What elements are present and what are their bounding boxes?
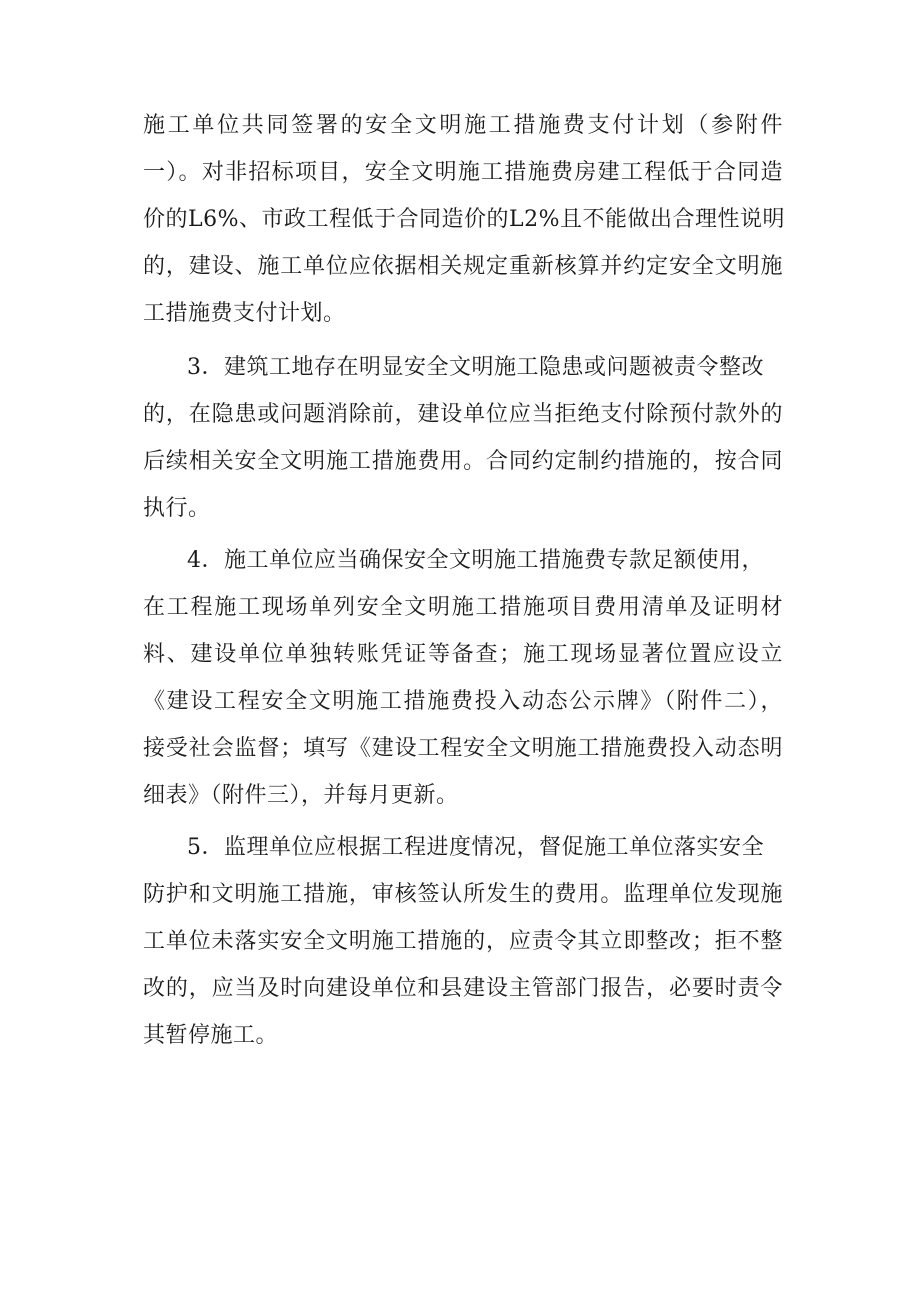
text-line: 其暂停施工。 xyxy=(143,1023,279,1048)
item-3-first-line: 3．建筑工地存在明显安全文明施工隐患或问题被责令整改 xyxy=(187,355,764,380)
text-line: 料、建设单位单独转账凭证等备查；施工现场显著位置应设立 xyxy=(143,642,783,667)
text-line: 的，建设、施工单位应依据相关规定重新核算并约定安全文明施 xyxy=(143,254,783,279)
text-line: 价的L6%、市政工程低于合同造价的L2%且不能做出合理性说明 xyxy=(143,207,786,232)
text-line: 工措施费支付计划。 xyxy=(143,301,346,326)
text-line: 一）。对非招标项目，安全文明施工措施费房建工程低于合同造 xyxy=(143,160,783,185)
text-line: 防护和文明施工措施，审核签认所发生的费用。监理单位发现施 xyxy=(143,882,783,907)
text-line: 细表》（附件三），并每月更新。 xyxy=(143,783,459,808)
text-line: 《建设工程安全文明施工措施费投入动态公示牌》（附件二）， xyxy=(143,689,783,714)
item-5-first-line: 5．监理单位应根据工程进度情况，督促施工单位落实安全 xyxy=(187,835,764,860)
text-line: 工单位未落实安全文明施工措施的，应责令其立即整改；拒不整 xyxy=(143,929,783,954)
text-line: 执行。 xyxy=(143,496,211,521)
text-line: 在工程施工现场单列安全文明施工措施项目费用清单及证明材 xyxy=(143,595,783,620)
item-4-first-line: 4．施工单位应当确保安全文明施工措施费专款足额使用， xyxy=(187,548,764,573)
text-line: 接受社会监督；填写《建设工程安全文明施工措施费投入动态明 xyxy=(143,736,783,761)
text-line: 改的，应当及时向建设单位和县建设主管部门报告，必要时责令 xyxy=(143,976,783,1001)
text-line: 后续相关安全文明施工措施费用。合同约定制约措施的，按合同 xyxy=(143,449,783,474)
text-line: 施工单位共同签署的安全文明施工措施费支付计划（参附件 xyxy=(143,113,783,138)
text-line: 的，在隐患或问题消除前，建设单位应当拒绝支付除预付款外的 xyxy=(143,402,783,427)
